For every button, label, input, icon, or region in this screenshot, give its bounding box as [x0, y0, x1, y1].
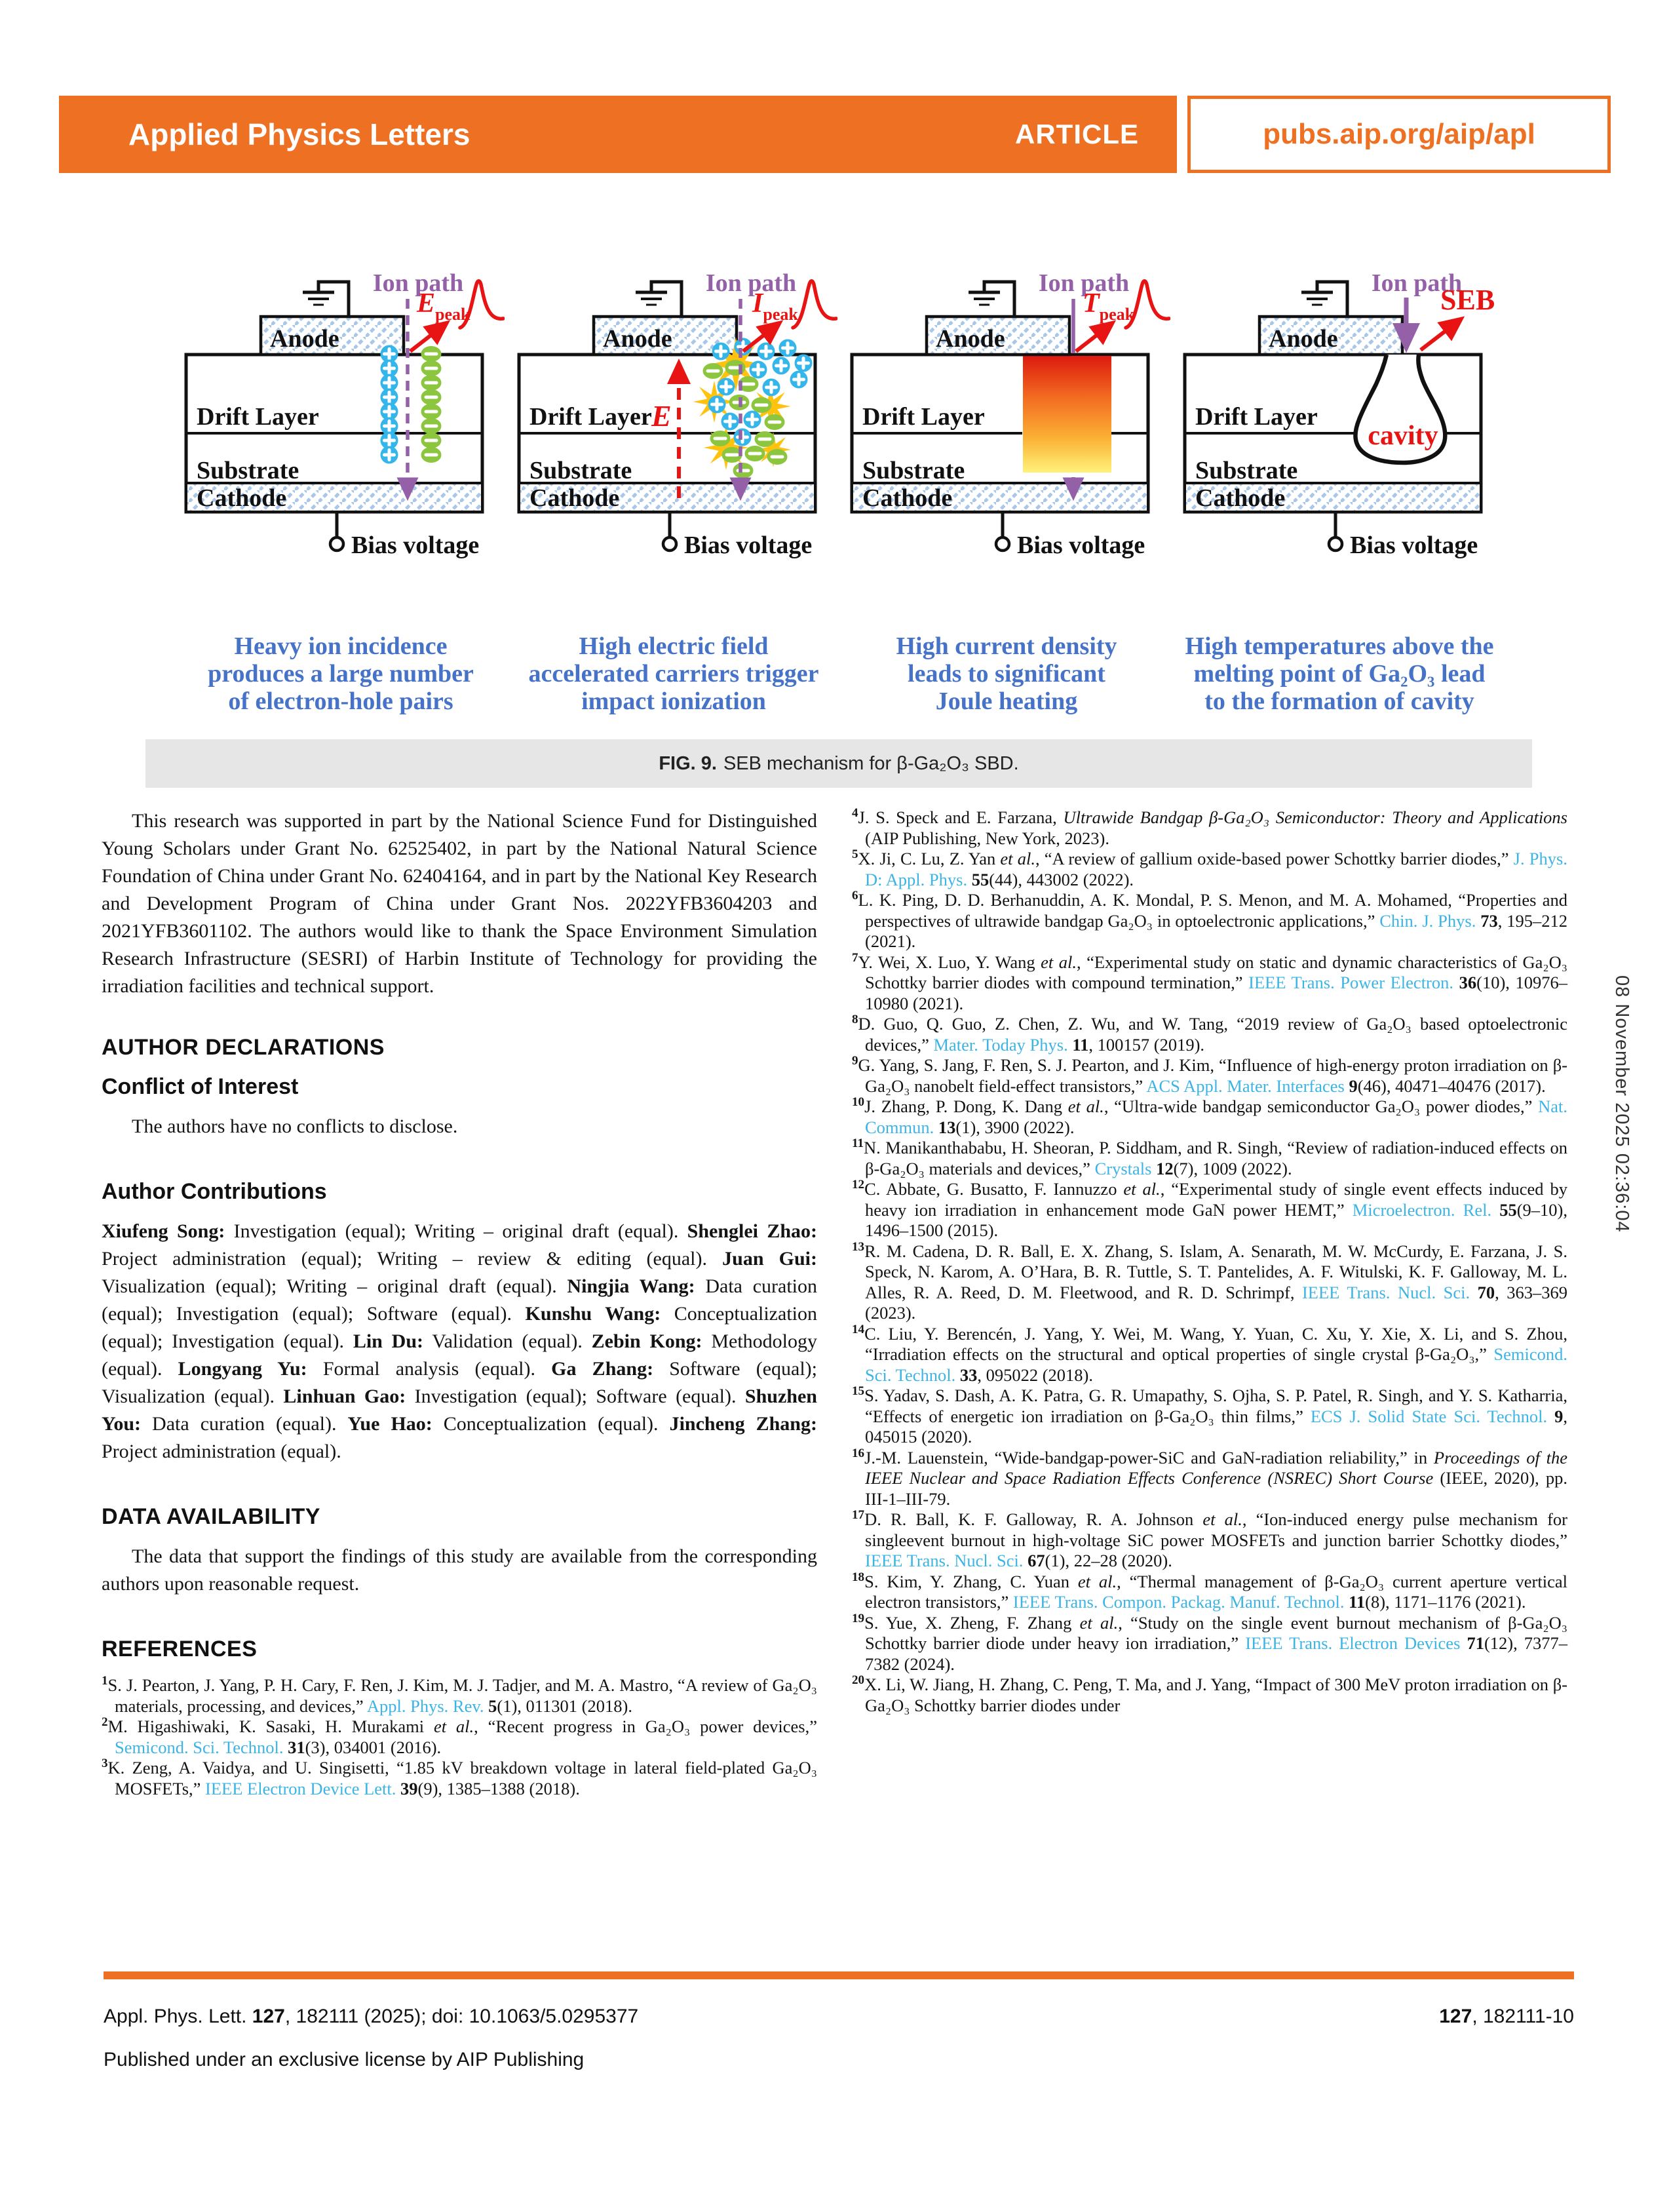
reference-20 [852, 1673, 1567, 1716]
reference-link[interactable]: Mater. Today Phys. [933, 1034, 1068, 1055]
text-span: 6 [852, 889, 858, 903]
text-span: This research was supported in part by the National Science Fund for Distinguished Young Scholars under Grant No. 62525402, in part by the National Natural Science Foundation of China under Grant No. 62404164, and in part by the National Key Research and Development Program of China under Grant Nos. 2022YFB3604203 and 2021YFB3601102. The authors would like to thank the Space Environment Simulation Research Infrastructure (SESRI) of Harbin Institute of Technology for providing the irradiation facilities and technical support. [102, 810, 817, 997]
substrate-label: Substrate [529, 457, 632, 484]
reference-17 [852, 1508, 1567, 1572]
conflict-heading [102, 1074, 817, 1100]
bias-voltage-label: Bias voltage [1017, 532, 1145, 559]
text-span: (IEEE, 2020), pp. III-1–III-79. [865, 1468, 1567, 1509]
text-span: (12), 7377–7382 (2024). [865, 1633, 1567, 1674]
text-span: 11 [1349, 1592, 1366, 1612]
reference-7 [852, 950, 1568, 1015]
text-span: AUTHOR DECLARATIONS [102, 1035, 385, 1060]
reference-16 [852, 1446, 1567, 1510]
anode-label: Anode [1269, 325, 1338, 353]
text-span: 9 [1554, 1406, 1564, 1426]
ground-symbol-icon [303, 282, 349, 317]
text-span: M. Higashiwaki, K. Sasaki, H. Murakami [107, 1717, 434, 1736]
author-declarations-heading [102, 1034, 817, 1060]
text-span: 19 [852, 1611, 865, 1625]
text-span: 33 [959, 1365, 978, 1385]
figure-caption-text: SEB mechanism for β-Ga₂O₃ SBD. [723, 752, 1019, 774]
ion-path-label: Ion path [705, 269, 797, 297]
text-span: Validation (equal). [423, 1330, 592, 1352]
panel-caption-line: produces a large number [208, 660, 474, 688]
text-span: (10), 10976–10980 (2021). [865, 973, 1568, 1013]
drift-layer-label: Drift Layer [1195, 403, 1318, 431]
text-span: (AIP Publishing, New York, 2023). [865, 828, 1109, 848]
reference-14 [852, 1322, 1567, 1386]
epeak-label: Epeak [417, 288, 471, 324]
text-span: (7), 1009 (2022). [1173, 1158, 1292, 1178]
text-span: 1 [102, 1674, 108, 1688]
header-bar [59, 96, 1177, 173]
text-span: Visualization (equal); Writing – original draft (equal). [102, 1275, 567, 1297]
figure-number: FIG. 9. [659, 752, 717, 774]
peak-curve-icon [793, 281, 836, 328]
reference-link[interactable]: ECS J. Solid State Sci. Technol. [1310, 1406, 1548, 1426]
reference-13 [852, 1239, 1568, 1324]
reference-link[interactable]: Semicond. Sci. Technol. [115, 1737, 284, 1757]
panel-caption-line: High current density [896, 632, 1117, 660]
reference-9 [852, 1054, 1567, 1096]
figure-caption-bar [145, 739, 1532, 788]
cathode-label: Cathode [1195, 484, 1286, 512]
reference-11 [852, 1136, 1567, 1179]
text-span: Lin Du: [353, 1330, 423, 1352]
text-span: Ga Zhang: [551, 1358, 654, 1380]
reference-link[interactable]: IEEE Trans. Compon. Packag. Manuf. Technol. [1012, 1592, 1345, 1612]
reference-link[interactable]: IEEE Trans. Power Electron. [1248, 973, 1454, 992]
text-span: , “Experimental study on static and dynamic characteristics of Ga₂O₃ Schottky barrier diodes with compound termination,” [865, 952, 1567, 992]
text-span: The authors have no conflicts to disclose. [132, 1116, 458, 1137]
text-span: 55 [971, 869, 989, 889]
text-span: et al. [1067, 1096, 1104, 1116]
reference-2 [102, 1715, 817, 1758]
text-span: , 045015 (2020). [865, 1406, 1567, 1446]
panel-caption-line: Joule heating [935, 688, 1078, 715]
reference-6 [852, 889, 1568, 952]
panel-caption-line: High electric field [579, 632, 769, 660]
substrate-label: Substrate [862, 457, 965, 484]
text-span: 5 [488, 1696, 497, 1716]
panel-caption-line: to the formation of cavity [1204, 688, 1474, 715]
ion-path-label: Ion path [1038, 269, 1130, 297]
cathode-label: Cathode [197, 484, 287, 512]
device-diagram-3 [843, 254, 1170, 716]
text-span: (3), 034001 (2016). [305, 1737, 442, 1757]
reference-10 [852, 1095, 1567, 1138]
text-span: N. Manikanthababu, H. Sheoran, P. Siddham, and R. Singh, “Review of radiation-induced effects on β-Ga₂O₃ materials and devices,” [864, 1138, 1567, 1178]
text-span: 71 [1467, 1633, 1484, 1653]
text-span: 20 [852, 1673, 865, 1688]
text-span [1460, 1633, 1467, 1653]
text-span: Project administration (equal); Writing – review & editing (equal). [102, 1248, 723, 1270]
contributions-heading [102, 1178, 817, 1205]
right-column [852, 807, 1567, 1716]
text-span: S. Yadav, S. Dash, A. K. Patra, G. R. Umapathy, S. Ojha, S. P. Patel, R. Singh, and Y. S. Katharria, “Effects of energetic ion irradiation on β-Ga₂O₃ thin films,” [864, 1386, 1567, 1426]
text-span: Methodology (equal). [102, 1330, 817, 1380]
text-span: 31 [288, 1737, 305, 1757]
text-span: C. Liu, Y. Berencén, J. Yang, Y. Wei, M. Wang, Y. Yuan, C. Xu, Y. Xie, X. Li, and S. Zhou, “Irradiation effects on the structural and optical properties of single crystal β-Ga₂O₃,” [864, 1323, 1567, 1364]
reference-link[interactable]: Appl. Phys. Rev. [366, 1696, 484, 1716]
peak-arrow-icon [1076, 324, 1111, 351]
footer-license: Published under an exclusive license by AIP Publishing [104, 2049, 585, 2070]
data-availability-paragraph [102, 1543, 817, 1598]
text-span: (8), 1171–1176 (2021). [1365, 1592, 1526, 1612]
ipeak-label: Ipeak [752, 288, 798, 324]
text-span: D. Guo, Q. Guo, Z. Chen, Z. Wu, and W. Tang, “2019 review of Ga₂O₃ based optoelectronic devices,” [858, 1014, 1567, 1055]
text-span: Ultrawide Bandgap β-Ga₂O₃ Semiconductor: Theory and Applications [1063, 807, 1567, 827]
text-span: , “A review of gallium oxide-based power Schottky barrier diodes,” [1035, 849, 1514, 868]
text-span: Shuzhen You: [102, 1386, 817, 1435]
text-span: Linhuan Gao: [283, 1386, 406, 1407]
footer-rule [104, 1971, 1574, 1979]
text-span: S. J. Pearton, J. Yang, P. H. Cary, F. Ren, J. Kim, M. J. Tadjer, and M. A. Mastro, “A review of Ga₂O₃ materials, processing, and devices,” [107, 1675, 817, 1716]
left-column [102, 807, 817, 1799]
reference-link[interactable]: Nat. Commun. [865, 1096, 1567, 1137]
reference-15 [852, 1384, 1567, 1448]
drift-layer-label: Drift Layer [197, 403, 319, 431]
text-span [955, 1365, 960, 1385]
reference-18 [852, 1570, 1567, 1613]
text-span [1470, 1283, 1478, 1302]
publisher-url-link[interactable]: pubs.aip.org/aip/apl [1263, 118, 1535, 150]
substrate-label: Substrate [197, 457, 299, 484]
reference-4 [852, 806, 1567, 849]
reference-3 [102, 1756, 817, 1799]
seb-label: SEB [1440, 284, 1495, 316]
text-span: 8 [852, 1013, 858, 1027]
text-span [967, 870, 972, 889]
text-span: R. M. Cadena, D. R. Ball, E. X. Zhang, S. Islam, A. Senarath, M. W. McCurdy, E. Farzana, J. S. Speck, N. Karom, A. O’Hara, B. R. Tuttle, S. T. Pantelides, A. F. Witulski, K. F. Galloway, M. L. Alles, R. A. Reed, D. M. Fleetwood, and R. D. Schrimpf, [864, 1241, 1567, 1302]
text-span: et al. [1041, 952, 1077, 972]
text-span: Juan Gui: [722, 1248, 817, 1270]
text-span: Proceedings of the IEEE Nuclear and Space Radiation Effects Conference (NSREC) Short Course [865, 1447, 1567, 1488]
bias-voltage-label: Bias voltage [1350, 532, 1478, 559]
text-span: 13 [938, 1117, 956, 1137]
contributions-paragraph [102, 1218, 817, 1465]
ground-symbol-icon [969, 282, 1014, 317]
text-span: (1), 3900 (2022). [955, 1117, 1075, 1137]
reference-link[interactable]: IEEE Trans. Nucl. Sci. [865, 1551, 1024, 1570]
text-span: K. Zeng, A. Vaidya, and U. Singisetti, “1.85 kV breakdown voltage in lateral field-plated Ga₂O₃ MOSFETs,” [107, 1758, 817, 1798]
text-span: , 363–369 (2023). [865, 1282, 1568, 1323]
text-span: Xiufeng Song: [102, 1220, 225, 1242]
text-span: (44), 443002 (2022). [989, 869, 1134, 889]
anode-label: Anode [936, 325, 1005, 353]
text-span: (1), 011301 (2018). [497, 1696, 632, 1716]
text-span: Investigation (equal); Software (equal). [406, 1386, 745, 1407]
download-timestamp: 08 November 2025 02:36:04 [1611, 975, 1632, 1233]
text-span: , “Recent progress in Ga₂O₃ power devices,” [474, 1717, 817, 1736]
data-availability-heading [102, 1504, 817, 1530]
text-span: , “Ion-induced energy pulse mechanism for singleevent burnout in high-voltage SiC power MOSFETs and junction barrier Schottky diodes,” [865, 1509, 1567, 1550]
text-span: G. Yang, S. Jang, F. Ren, S. J. Pearton, and J. Kim, “Influence of high-energy proton irradiation on β-Ga₂O₃ nanobelt field-effect transistors,” [858, 1055, 1567, 1096]
acknowledgments-paragraph [102, 807, 817, 1000]
text-span: 13 [852, 1239, 865, 1254]
conflict-paragraph [102, 1113, 817, 1140]
text-span [1547, 1407, 1554, 1426]
text-span: Conceptualization (equal). [432, 1413, 670, 1435]
text-span: 7 [852, 950, 858, 965]
text-span: Yue Hao: [347, 1413, 432, 1435]
substrate-label: Substrate [1195, 457, 1298, 484]
text-span: Investigation (equal); Writing – original draft (equal). [225, 1220, 687, 1242]
cathode-label: Cathode [862, 484, 953, 512]
cathode-label: Cathode [529, 484, 620, 512]
seb-arrow-icon [1421, 320, 1460, 350]
reference-link[interactable]: Microelectron. Rel. [1352, 1199, 1492, 1220]
text-span: 36 [1459, 973, 1477, 992]
text-span: 5 [852, 847, 858, 862]
text-span: 73 [1480, 910, 1498, 931]
text-span: et al. [1000, 849, 1035, 868]
text-span: Formal analysis (equal). [307, 1358, 552, 1380]
text-span: 67 [1028, 1551, 1045, 1570]
text-span: C. Abbate, G. Busatto, F. Iannuzzo [864, 1179, 1124, 1199]
text-span: et al. [433, 1717, 474, 1736]
reference-link[interactable]: IEEE Trans. Electron Devices [1245, 1633, 1461, 1653]
text-span: Software (equal); Visualization (equal). [102, 1358, 818, 1407]
panel-caption-line: of electron-hole pairs [228, 688, 453, 715]
ion-path-label: Ion path [1371, 269, 1463, 297]
text-span: et al. [1077, 1571, 1117, 1591]
text-span: , 095022 (2018). [977, 1365, 1094, 1385]
footer-citation: Appl. Phys. Lett. 127, 182111 (2025); doi: 10.1063/5.0295377 [104, 2006, 639, 2027]
bias-voltage-label: Bias voltage [351, 532, 480, 559]
reference-link[interactable]: J. Phys. D: Appl. Phys. [865, 849, 1567, 889]
reference-1 [102, 1674, 817, 1717]
text-span: 39 [400, 1778, 418, 1798]
text-span: Kunshu Wang: [525, 1303, 661, 1325]
text-span: 15 [852, 1384, 865, 1399]
text-span: J. Zhang, P. Dong, K. Dang [864, 1096, 1068, 1116]
text-span: 70 [1477, 1282, 1495, 1302]
text-span: DATA AVAILABILITY [102, 1504, 320, 1529]
text-span: 9 [1349, 1076, 1358, 1096]
text-span: Ningjia Wang: [567, 1275, 695, 1297]
electric-field-label: E [651, 399, 672, 433]
text-span: et al. [1079, 1612, 1119, 1633]
text-span: 4 [852, 806, 858, 821]
figure-panel-4 [1176, 254, 1503, 716]
text-span: 18 [852, 1570, 865, 1584]
text-span: , 195–212 (2021). [865, 910, 1568, 951]
reference-link[interactable]: Chin. J. Phys. [1379, 910, 1476, 931]
figure-9 [177, 254, 1510, 716]
reference-12 [852, 1178, 1567, 1241]
text-span [1491, 1200, 1499, 1220]
text-span: L. K. Ping, D. D. Berhanuddin, A. K. Mondal, P. S. Menon, and M. A. Mohamed, “Properties and perspectives of ultrawide bandgap Ga₂O₃ in optoelectronic applications,” [858, 890, 1567, 931]
text-span: Project administration (equal). [102, 1441, 341, 1462]
bias-voltage-label: Bias voltage [684, 532, 813, 559]
text-span: D. R. Ball, K. F. Galloway, R. A. Johnson [864, 1509, 1203, 1529]
text-span: Longyang Yu: [178, 1358, 307, 1380]
text-span: Data curation (equal); Investigation (equal); Software (equal). [102, 1275, 817, 1325]
device-diagram-1 [177, 254, 505, 716]
text-span: et al. [1202, 1509, 1242, 1529]
text-span: (46), 40471–40476 (2017). [1357, 1076, 1546, 1096]
reference-8 [852, 1013, 1567, 1055]
text-span: 55 [1499, 1199, 1517, 1220]
text-span: 16 [852, 1446, 865, 1460]
text-span: S. Yue, X. Zheng, F. Zhang [864, 1612, 1080, 1633]
figure-panel-1 [177, 254, 505, 716]
text-span: Y. Wei, X. Luo, Y. Wang [858, 952, 1041, 972]
reference-5 [852, 847, 1567, 890]
text-span: 11 [852, 1136, 864, 1151]
panel-caption-line: leads to significant [908, 660, 1105, 688]
text-span: 12 [1156, 1158, 1174, 1178]
bias-terminal-icon [663, 537, 676, 551]
text-span: Conflict of Interest [102, 1074, 299, 1099]
text-span: , “Thermal management of β-Ga₂O₃ current aperture vertical electron transistors,” [865, 1571, 1567, 1612]
text-span: 17 [852, 1508, 865, 1523]
text-span: , 100157 (2019). [1088, 1034, 1205, 1055]
reference-link[interactable]: Crystals [1094, 1158, 1152, 1178]
text-span: (9–10), 1496–1500 (2015). [865, 1199, 1567, 1240]
text-span: Jincheng Zhang: [669, 1413, 817, 1435]
article-badge: ARTICLE [1015, 119, 1139, 149]
text-span: , “Study on the single event burnout mechanism of β-Ga₂O₃ Schottky barrier diode under heavy ion irradiation,” [865, 1612, 1567, 1653]
references-heading [102, 1636, 817, 1662]
text-span: Conceptualization (equal); Investigation (equal). [102, 1303, 817, 1352]
text-span: 3 [102, 1756, 108, 1771]
text-span: 2 [102, 1715, 108, 1730]
panel-caption-line: impact ionization [581, 688, 766, 715]
text-span: Zebin Kong: [591, 1330, 702, 1352]
bias-terminal-icon [996, 537, 1009, 551]
reference-19 [852, 1611, 1567, 1675]
text-span: J. S. Speck and E. Farzana, [858, 807, 1064, 827]
anode-label: Anode [270, 325, 339, 353]
panel-caption-line: Heavy ion incidence [234, 632, 448, 660]
anode-label: Anode [603, 325, 672, 353]
reference-link[interactable]: Semicond. Sci. Technol. [865, 1344, 1567, 1385]
figure-panel-2 [510, 254, 837, 716]
device-diagram-2 [510, 254, 837, 716]
text-span: X. Ji, C. Lu, Z. Yan [858, 849, 1001, 868]
publisher-url-box [1187, 96, 1611, 173]
text-span: et al. [1123, 1179, 1161, 1199]
text-span: 11 [1072, 1034, 1089, 1055]
text-span: , “Experimental study of single event effects induced by heavy ion irradiation in enhancement mode GaN power HEMT,” [865, 1179, 1567, 1220]
text-span: The data that support the findings of this study are available from the corresponding authors upon reasonable request. [102, 1545, 817, 1595]
footer-page-number: 127, 182111-10 [1439, 2006, 1574, 2027]
device-diagram-4 [1176, 254, 1503, 716]
reference-link[interactable]: IEEE Electron Device Lett. [205, 1778, 396, 1798]
text-span: REFERENCES [102, 1637, 258, 1661]
panel-caption-line: melting point of Ga₂O₃ lead [1193, 660, 1486, 688]
text-span: Author Contributions [102, 1179, 327, 1204]
journal-title: Applied Physics Letters [128, 117, 471, 151]
text-span: 9 [852, 1054, 858, 1068]
tpeak-label: Tpeak [1083, 288, 1135, 324]
text-span: S. Kim, Y. Zhang, C. Yuan [864, 1571, 1078, 1591]
text-span: Data curation (equal). [141, 1413, 348, 1435]
ion-path-label: Ion path [372, 269, 464, 297]
ground-symbol-icon [636, 282, 682, 317]
drift-layer-label: Drift Layer [862, 403, 985, 431]
text-span [1453, 973, 1459, 992]
text-span: , “Ultra-wide bandgap semiconductor Ga₂O₃ power diodes,” [1104, 1096, 1539, 1116]
text-span: X. Li, W. Jiang, H. Zhang, C. Peng, T. Ma, and J. Yang, “Impact of 300 MeV proton irradiation on β-Ga₂O₃ Schottky barrier diodes under [864, 1675, 1567, 1715]
reference-link[interactable]: ACS Appl. Mater. Interfaces [1146, 1076, 1345, 1096]
text-span: (9), 1385–1388 (2018). [417, 1778, 580, 1798]
joule-heating-region [1023, 356, 1111, 473]
panel-caption-line: accelerated carriers trigger [528, 660, 819, 688]
text-span: 14 [852, 1322, 865, 1336]
bias-terminal-icon [1329, 537, 1342, 551]
panel-caption-line: High temperatures above the [1185, 632, 1494, 660]
ground-symbol-icon [1301, 282, 1347, 317]
cavity-label: cavity [1368, 421, 1438, 451]
drift-layer-label: Drift Layer [529, 403, 652, 431]
text-span: J.-M. Lauenstein, “Wide-bandgap-power-SiC and GaN-radiation reliability,” in [864, 1447, 1434, 1467]
text-span: (1), 22–28 (2020). [1045, 1551, 1172, 1570]
text-span: Shenglei Zhao: [687, 1220, 817, 1242]
text-span [934, 1117, 938, 1137]
figure-panel-3 [843, 254, 1170, 716]
bias-terminal-icon [330, 537, 343, 551]
reference-link[interactable]: IEEE Trans. Nucl. Sci. [1301, 1282, 1470, 1302]
text-span: 10 [852, 1095, 865, 1110]
text-span: 12 [852, 1178, 865, 1192]
